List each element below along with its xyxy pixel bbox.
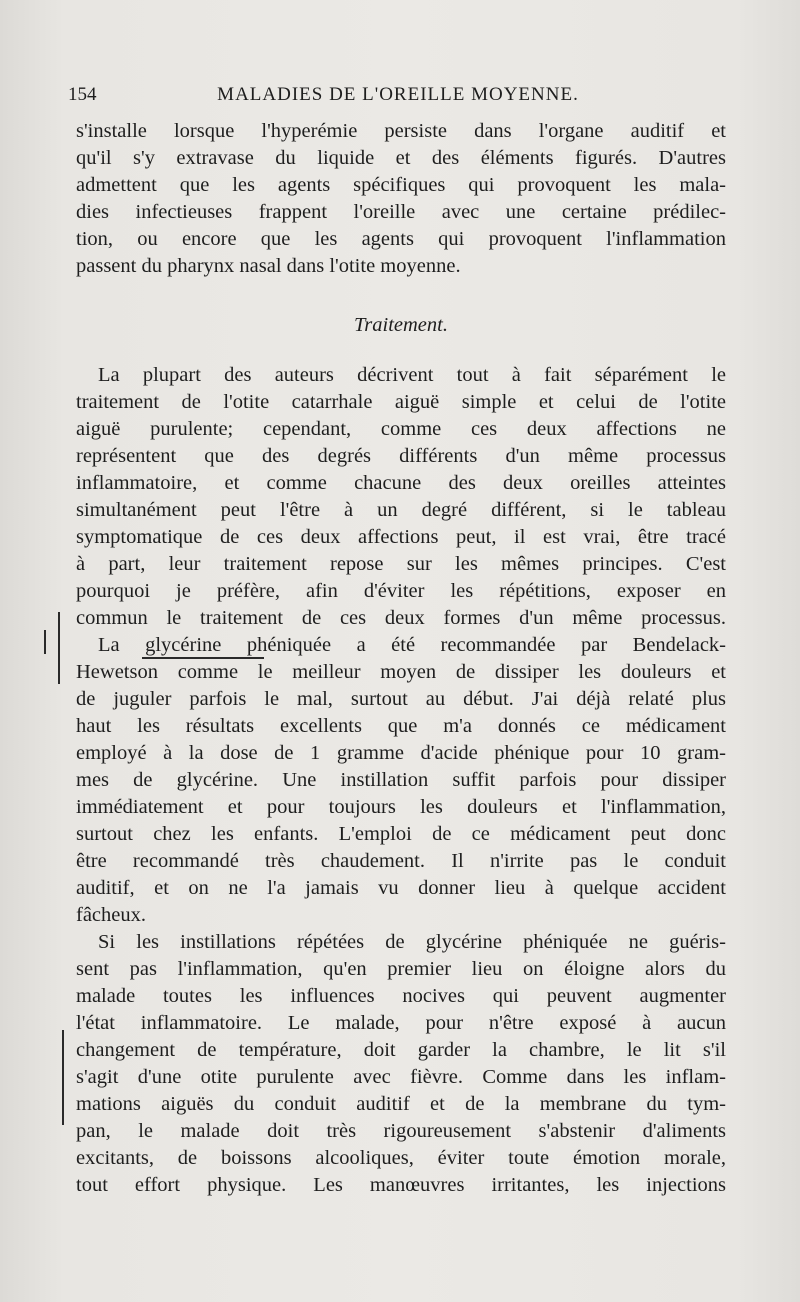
text-line: dies infectieuses frappent l'oreille avec une certaine prédilec- xyxy=(76,201,726,223)
text-line: à part, leur traitement repose sur les mêmes principes. C'est xyxy=(76,553,726,575)
text-line: Si les instillations répétées de glycérine phéniquée ne guéris- xyxy=(98,931,726,953)
text-line: s'installe lorsque l'hyperémie persiste dans l'organe auditif et xyxy=(76,120,726,142)
text-line: être recommandé très chaudement. Il n'irrite pas le conduit xyxy=(76,850,726,872)
margin-mark xyxy=(58,612,60,684)
text-line: excitants, de boissons alcooliques, éviter toute émotion morale, xyxy=(76,1147,726,1169)
text-line: surtout chez les enfants. L'emploi de ce médicament peut donc xyxy=(76,823,726,845)
text-line: La glycérine phéniquée a été recommandée par Bendelack- xyxy=(98,634,726,656)
section-heading: Traitement. xyxy=(354,314,448,336)
pencil-underline-mark xyxy=(142,657,264,659)
text-line: mes de glycérine. Une instillation suffit parfois pour dissiper xyxy=(76,769,726,791)
text-line: représentent que des degrés différents d'un même processus xyxy=(76,445,726,467)
margin-mark xyxy=(62,1030,64,1125)
text-line: traitement de l'otite catarrhale aiguë simple et celui de l'otite xyxy=(76,391,726,413)
running-header xyxy=(68,84,728,110)
text-line: pourquoi je préfère, afin d'éviter les répétitions, exposer en xyxy=(76,580,726,602)
text-line: fâcheux. xyxy=(76,904,146,926)
margin-mark xyxy=(44,630,46,654)
text-line: employé à la dose de 1 gramme d'acide phénique pour 10 gram- xyxy=(76,742,726,764)
text-line: commun le traitement de ces deux formes d'un même processus. xyxy=(76,607,726,629)
text-line: symptomatique de ces deux affections peut, il est vrai, être tracé xyxy=(76,526,726,548)
text-line: de juguler parfois le mal, surtout au début. J'ai déjà relaté plus xyxy=(76,688,726,710)
text-line: malade toutes les influences nocives qui peuvent augmenter xyxy=(76,985,726,1007)
text-line: mations aiguës du conduit auditif et de la membrane du tym- xyxy=(76,1093,726,1115)
text-line: immédiatement et pour toujours les douleurs et l'inflammation, xyxy=(76,796,726,818)
text-line: haut les résultats excellents que m'a donnés ce médicament xyxy=(76,715,726,737)
text-line: s'agit d'une otite purulente avec fièvre. Comme dans les inflam- xyxy=(76,1066,726,1088)
text-line: tout effort physique. Les manœuvres irritantes, les injections xyxy=(76,1174,726,1196)
text-line: pan, le malade doit très rigoureusement s'abstenir d'aliments xyxy=(76,1120,726,1142)
text-line: Hewetson comme le meilleur moyen de dissiper les douleurs et xyxy=(76,661,726,683)
text-line: aiguë purulente; cependant, comme ces deux affections ne xyxy=(76,418,726,440)
running-title: MALADIES DE L'OREILLE MOYENNE. xyxy=(217,84,579,105)
page-number: 154 xyxy=(68,84,97,105)
text-line: tion, ou encore que les agents qui provoquent l'inflammation xyxy=(76,228,726,250)
text-line: La plupart des auteurs décrivent tout à fait séparément le xyxy=(98,364,726,386)
text-line: changement de température, doit garder la chambre, le lit s'il xyxy=(76,1039,726,1061)
text-line: l'état inflammatoire. Le malade, pour n'être exposé à aucun xyxy=(76,1012,726,1034)
text-line: sent pas l'inflammation, qu'en premier lieu on éloigne alors du xyxy=(76,958,726,980)
text-line: admettent que les agents spécifiques qui provoquent les mala- xyxy=(76,174,726,196)
text-line: inflammatoire, et comme chacune des deux oreilles atteintes xyxy=(76,472,726,494)
text-line: qu'il s'y extravase du liquide et des éléments figurés. D'autres xyxy=(76,147,726,169)
text-line: passent du pharynx nasal dans l'otite moyenne. xyxy=(76,255,461,277)
text-line: simultanément peut l'être à un degré différent, si le tableau xyxy=(76,499,726,521)
text-line: auditif, et on ne l'a jamais vu donner lieu à quelque accident xyxy=(76,877,726,899)
